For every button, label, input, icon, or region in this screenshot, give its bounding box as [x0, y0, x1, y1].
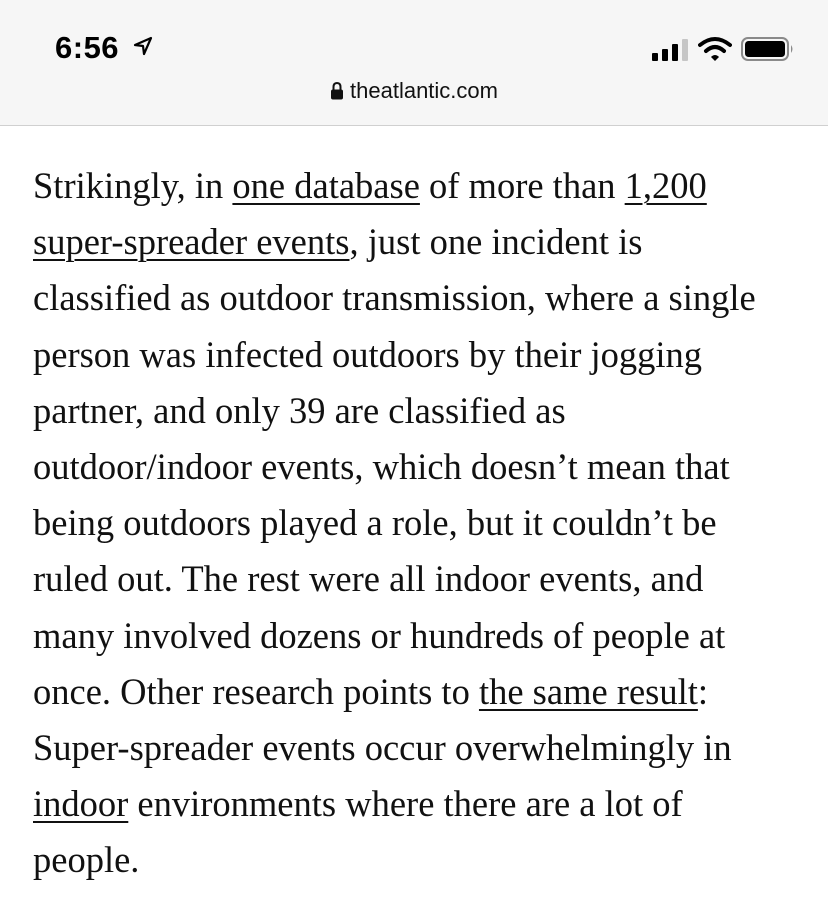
article-text: :: [697, 670, 709, 712]
article-line: [33, 776, 823, 832]
battery-icon: [741, 37, 795, 61]
article-line: ruled out. The rest were all indoor events, and: [33, 558, 704, 600]
article-line: [33, 158, 823, 214]
article-line: people.: [33, 839, 140, 881]
article-text: once. Other research points to: [33, 670, 479, 712]
link-one-database[interactable]: one database: [232, 165, 420, 206]
article-text: environments where there are a lot of: [128, 783, 683, 825]
link-the-same-result[interactable]: the same result: [478, 670, 698, 712]
article-line: Super-spreader events occur overwhelmingly in: [33, 727, 732, 769]
article-line: being outdoors played a role, but it couldn’t be: [33, 502, 717, 544]
article-text: , just one incident is: [349, 221, 643, 263]
url-text: theatlantic.com: [350, 78, 498, 103]
article-text: Strikingly, in: [33, 165, 233, 206]
cellular-signal-icon: [652, 39, 690, 61]
link-indoor[interactable]: indoor: [33, 783, 129, 825]
link-super-spreader-events[interactable]: super-spreader events: [33, 221, 350, 263]
link-1200-events[interactable]: 1,200: [624, 165, 707, 206]
article-line: many involved dozens or hundreds of people at: [33, 614, 726, 656]
article-line: classified as outdoor transmission, where a single: [33, 277, 756, 319]
article-line: person was infected outdoors by their jogging: [33, 333, 703, 375]
browser-top-bar: [0, 0, 828, 126]
wifi-icon: [698, 36, 732, 62]
status-time: 6:56: [55, 30, 120, 65]
status-bar: [0, 0, 828, 80]
article-body: [33, 158, 823, 889]
article-line: partner, and only 39 are classified as: [33, 389, 566, 431]
article-text: of more than: [419, 165, 625, 206]
article-line: outdoor/indoor events, which doesn’t mean that: [33, 446, 730, 488]
location-arrow-icon: [133, 36, 153, 56]
address-bar[interactable]: [0, 78, 828, 114]
lock-icon: [330, 81, 344, 101]
article-line: [33, 214, 823, 270]
article-line: [33, 664, 823, 720]
